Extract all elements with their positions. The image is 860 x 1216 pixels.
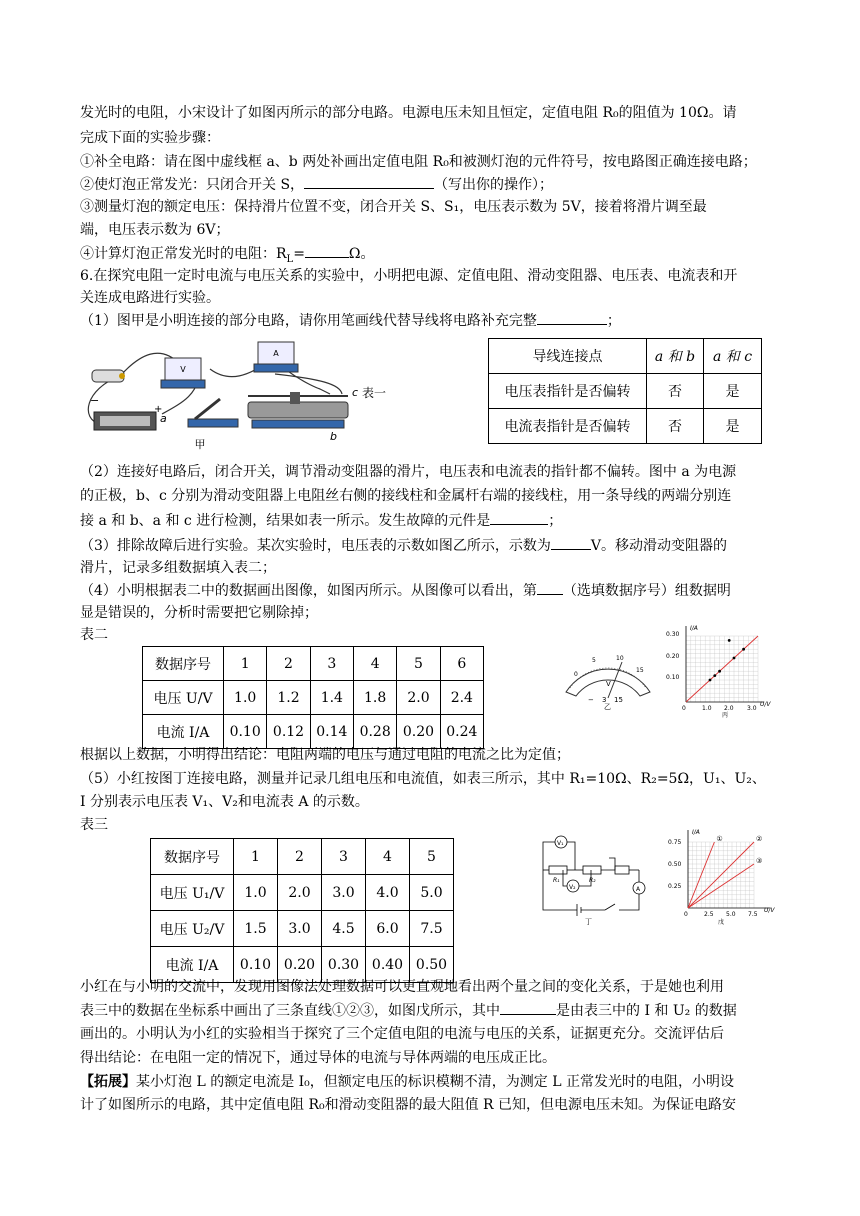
table-cell: 6.0 [366,911,410,947]
table-cell: 是 [704,409,762,444]
text-line: 计了如图所示的电路，其中定值电阻 R₀和滑动变阻器的最大阻值 R 已知，但电源电压未知。为保证电路安 [80,1097,737,1113]
table-cell: 电压 U₂/V [151,911,234,947]
table-header: 2 [267,647,310,681]
figure-caption: 丙 [722,712,729,719]
table-cell: 电流 I/A [151,947,234,983]
text-line [80,535,727,556]
table-cell: 0.24 [440,715,483,749]
table-row [143,715,484,749]
text-line: 小红在与小明的交流中，发现用图像法处理数据可以更直观地看出两个量之间的变化关系，于是她也利用 [80,979,724,995]
table-cell: 1.0 [224,681,267,715]
table-cell: 是 [704,374,762,409]
v2-label: V₂ [569,884,576,891]
x-tick-label: 5.0 [726,911,736,918]
table-header: 5 [410,839,454,875]
y-tick-label: 0.75 [668,839,682,846]
voltmeter-label: V [180,365,186,374]
table-cell: 3.0 [322,875,366,911]
figure-caption: 戊 [718,919,725,926]
table-one-label: 表一 [362,386,387,400]
label-b: b [330,430,337,443]
table-cell: 1.2 [267,681,310,715]
table-two [142,646,484,749]
figure-caption: 甲 [194,438,206,451]
data-point [713,674,716,677]
text-line: 完成下面的实验步骤： [80,130,220,146]
x-tick-label: 0 [682,705,686,712]
figure-bing-chart [664,622,774,718]
minus-sign: − [90,394,100,407]
table-cell: 0.12 [267,715,310,749]
text-line [80,510,562,531]
text-line: 6.在探究电阻一定时电流与电压关系的实验中，小明把电源、定值电阻、滑动变阻器、电压表、电流表和开 [80,268,738,284]
text-line: ①补全电路：请在图中虚线框 a、b 两处补画出定值电阻 R₀和被测灯泡的元件符号，按电路图正确连接电路； [80,154,757,170]
answer-blank[interactable] [500,1000,556,1015]
table-header: 3 [322,839,366,875]
table-row [143,681,484,715]
text-span: ④计算灯泡正常发光时的电阻：R [80,246,287,262]
table-header: 5 [397,647,440,681]
figure-yi-voltmeter [560,648,656,710]
table-cell: 0.14 [310,715,353,749]
table-cell: 否 [647,409,704,444]
x-tick-label: 2.5 [704,911,714,918]
table-cell: 电压表指针是否偏转 [489,374,647,409]
table-cell: 电流 I/A [143,715,224,749]
text-line [80,1072,734,1092]
text-span: （选填数据序号）组数据明 [562,583,731,599]
label-a: a [160,412,167,425]
text-line [80,580,731,601]
series-label: ② [756,835,763,843]
table-cell: 0.10 [234,947,278,983]
table-header: 6 [440,647,483,681]
text-line: ③测量灯泡的额定电压：保持滑片位置不变，闭合开关 S、S₁，电压表示数为 5V，接着将滑片调至最 [80,199,707,215]
table-header: 2 [278,839,322,875]
table-header: a 和 c [704,339,762,374]
text-line [80,1000,737,1021]
figure-caption: 乙 [604,703,611,711]
v1-label: V₁ [557,840,564,847]
table-cell: 1.4 [310,681,353,715]
text-line [80,174,553,195]
label-c: c [352,386,359,399]
table-cell: 2.0 [397,681,440,715]
y-tick-label: 0.30 [666,631,680,638]
table-cell: 1.8 [353,681,396,715]
text-span: （写出你的操作）； [434,177,554,193]
x-tick-label: 2.0 [724,705,734,712]
answer-blank[interactable] [537,580,563,595]
text-line: （2）连接好电路后，闭合开关，调节滑动变阻器的滑片，电压表和电流表的指针都不偏转。图中 a 为电源 [80,464,737,480]
series-label: ③ [756,857,763,865]
text-line [80,310,621,331]
answer-blank[interactable] [537,310,607,325]
text-span: Ω。 [348,246,375,262]
y-tick-label: 0.50 [668,861,682,868]
text-span: 表三中的数据在坐标系中画出了三条直线①②③，如图戊所示，其中 [80,1003,500,1019]
table-cell: 2.4 [440,681,483,715]
table-cell: 2.0 [278,875,322,911]
table-cell: 7.5 [410,911,454,947]
figure-wu-chart [664,826,784,926]
table-row [151,875,454,911]
table-header: 数据序号 [151,839,234,875]
x-axis-label: U/V [760,701,771,708]
figure-ding-circuit [535,830,647,926]
terminal-label: − [588,696,594,704]
fit-line [686,636,758,702]
text-line: 表二 [80,627,108,643]
table-cell: 电流表指针是否偏转 [489,409,647,444]
text-line: 关连成电路进行实验。 [80,290,220,306]
y-axis-label: I/A [690,625,698,632]
text-span: 某小灯泡 L 的额定电流是 I₀，但额定电压的标识模糊不清，为测定 L 正常发光时的电阻，小明设 [136,1074,734,1090]
table-header: a 和 b [647,339,704,374]
x-tick-label: 0 [684,911,688,918]
text-line: 发光时的电阻，小宋设计了如图丙所示的部分电路。电源电压未知且恒定，定值电阻 R₀的阻值为 10Ω。请 [80,105,737,121]
table-header: 1 [234,839,278,875]
ammeter-label: A [636,886,641,893]
y-tick-label: 0.25 [668,883,682,890]
dial-unit: V [606,680,611,688]
table-header: 4 [366,839,410,875]
text-line: 显是错误的，分析时需要把它剔除掉； [80,605,318,621]
table-cell: 0.28 [353,715,396,749]
data-point [718,670,721,673]
y-tick-label: 0.20 [666,653,680,660]
text-line: 滑片，记录多组数据填入表二； [80,560,276,576]
data-point [709,679,712,682]
table-one [488,338,762,444]
text-span: = [293,246,305,262]
series-line [688,842,754,908]
table-header: 导线连接点 [489,339,647,374]
answer-blank[interactable] [490,510,548,525]
answer-blank[interactable] [551,535,591,550]
table-cell: 0.50 [410,947,454,983]
dial-tick: 5 [592,657,596,664]
table-header: 1 [224,647,267,681]
figure-caption: 丁 [585,918,592,926]
figure-jia-circuit [80,334,387,452]
y-tick-label: 0.10 [666,674,680,681]
data-point [728,639,731,642]
table-cell: 1.5 [234,911,278,947]
table-row [489,409,762,444]
text-span: （4）小明根据表二中的数据画出图像，如图丙所示。从图像可以看出，第 [80,583,537,599]
data-point [742,648,745,651]
r2-label: R₂ [589,877,596,884]
text-line: （5）小红按图丁连接电路，测量并记录几组电压和电流值，如表三所示，其中 R₁=10Ω、R₂=5Ω，U₁、U₂、 [80,771,766,787]
table-cell: 0.30 [322,947,366,983]
text-span: （1）图甲是小明连接的部分电路，请你用笔画线代替导线将电路补充完整 [80,313,537,329]
dial-tick: 15 [636,667,644,674]
text-span: ； [548,513,563,529]
table-row [151,911,454,947]
table-cell: 4.5 [322,911,366,947]
answer-blank[interactable] [304,174,434,189]
table-cell: 3.0 [278,911,322,947]
x-axis-label: U/V [764,907,775,914]
text-span: V。移动滑动变阻器的 [590,538,728,554]
ammeter-label: A [273,349,279,358]
table-cell: 1.0 [234,875,278,911]
text-span: 接 a 和 b、a 和 c 进行检测，结果如表一所示。发生故障的元件是 [80,513,491,529]
text-span: ； [606,313,621,329]
y-axis-label: I/A [692,829,700,836]
table-cell: 0.40 [366,947,410,983]
text-line: 的正极，b、c 分别为滑动变阻器上电阻丝右侧的接线柱和金属杆右端的接线柱，用一条导线的两端分别连 [80,488,732,504]
text-span: （3）排除故障后进行实验。某次实验时，电压表的示数如图乙所示，示数为 [80,538,551,554]
text-line: I 分别表示电压表 V₁、V₂和电流表 A 的示数。 [80,794,369,810]
table-cell: 0.10 [224,715,267,749]
answer-blank[interactable] [305,243,349,258]
table-cell: 0.20 [278,947,322,983]
table-row [151,839,454,875]
text-line: 端，电压表示数为 6V； [80,222,230,238]
text-line: 表三 [80,817,108,833]
plus-sign: + [154,404,163,415]
table-cell: 5.0 [410,875,454,911]
text-line: 根据以上数据，小明得出结论：电阻两端的电压与通过电阻的电流之比为定值； [80,747,570,763]
table-header: 3 [310,647,353,681]
text-line: 画出的。小明认为小红的实验相当于探究了三个定值电阻的电流与电压的关系，证据更充分。交流评估后 [80,1026,724,1042]
dial-tick: 10 [616,655,624,662]
x-tick-label: 7.5 [748,911,758,918]
x-tick-label: 1.0 [702,705,712,712]
text-span: ②使灯泡正常发光：只闭合开关 S， [80,177,305,193]
terminal-label: 15 [614,696,623,704]
text-line: 得出结论：在电阻一定的情况下，通过导体的电流与导体两端的电压成正比。 [80,1050,556,1066]
table-row [489,374,762,409]
terminal-label: 3 [602,696,607,704]
table-row [143,647,484,681]
series-label: ① [716,835,723,843]
text-span: 是由表三中的 I 和 U₂ 的数据 [556,1003,737,1019]
table-three [150,838,454,983]
r1-label: R₁ [553,877,560,884]
table-cell: 电压 U₁/V [151,875,234,911]
table-header: 4 [353,647,396,681]
table-header: 数据序号 [143,647,224,681]
table-cell: 4.0 [366,875,410,911]
table-cell: 否 [647,374,704,409]
table-cell: 0.20 [397,715,440,749]
dial-tick: 0 [574,671,578,678]
data-point [733,657,736,660]
extension-heading: 【拓展】 [80,1074,136,1090]
x-tick-label: 3.0 [747,705,757,712]
subscript: L [286,253,294,265]
table-cell: 电压 U/V [143,681,224,715]
